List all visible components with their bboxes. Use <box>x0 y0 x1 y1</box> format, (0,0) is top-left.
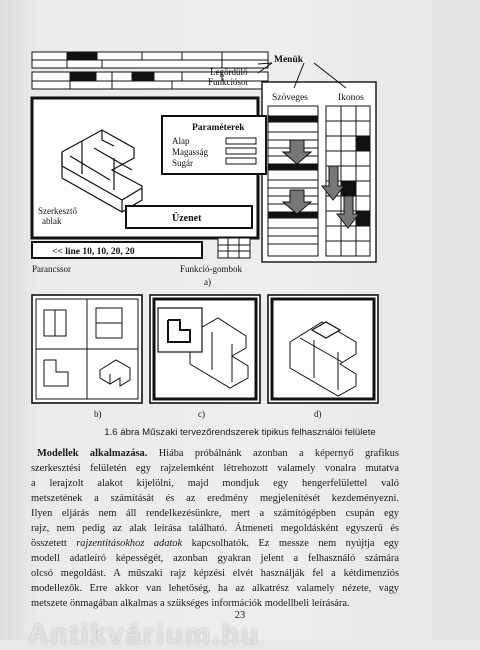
section-heading: Modellek alkalmazása. <box>37 448 148 459</box>
label-part-d: d) <box>314 409 322 419</box>
label-param-radius: Sugár <box>172 158 193 168</box>
emphasis-term: rajzentitásokhoz adatok <box>76 538 183 550</box>
body-line: rajz, nem pedig az alak leírása található. Átmeneti megoldásként egyszerű és <box>31 523 399 535</box>
label-iconic: Ikonos <box>338 93 364 103</box>
watermark: Antikvárium.hu <box>28 618 260 649</box>
textual-menu-column <box>268 106 318 256</box>
body-line: modellezők. Erre akkor van lehetőség, ha az alkatrész valamely nézete, vagy <box>31 583 399 595</box>
label-command-prompt: Parancssor <box>32 264 71 274</box>
body-line: szerkesztési felületén egy rajzelemként létrehozott valamely vonalra mutatva <box>31 463 399 475</box>
label-part-a: a) <box>204 277 211 287</box>
panel-c <box>150 295 260 403</box>
figure-caption: 1.6 ábra Műszaki tervezőrendszerek tipikus felhasználói felülete <box>104 427 376 438</box>
body-line: összetett rajzentitásokhoz adatok kapcsolhatók. Ez messze nem nyújtja egy <box>31 538 399 550</box>
body-line: Ilyen eljárás nem áll rendelkezésünkre, mert a számítógépben csupán egy <box>31 508 399 520</box>
panel-b <box>32 295 142 403</box>
body-line: a lerajzolt alakot kijelölni, majd mondjuk egy hengerfelülettel való <box>31 478 399 490</box>
label-edit-window-1: Szerkesztő <box>38 206 77 216</box>
label-part-c: c) <box>198 409 205 419</box>
body-line: metszete önmagában alkalmas a szükséges információk modellbeli leírására. <box>31 598 350 610</box>
label-message: Üzenet <box>172 213 202 224</box>
body-line: modell adatleíró képességét, azonban gyakran jelent a felhasználó számára <box>31 553 399 565</box>
label-function-buttons: Funkció-gombok <box>180 264 242 274</box>
label-pulldown: Legördülő <box>210 67 248 77</box>
body-paragraph <box>31 446 399 612</box>
iconic-menu-grid <box>322 106 370 256</box>
body-line: Modellek alkalmazása. Hiába próbálnánk azonban a képernyő grafikus <box>37 448 399 459</box>
label-part-b: b) <box>94 409 102 419</box>
body-line: olcsó megoldást. A műszaki rajz képzési elvét használják fel a kétdimenziós <box>31 568 399 580</box>
label-parameters: Paraméterek <box>192 123 245 133</box>
body-line: metszetének a számítását és az eredmény megjelenítését kezdeményezni. <box>31 493 399 505</box>
label-command-line: << line 10, 10, 20, 20 <box>52 247 135 257</box>
panel-d <box>268 295 378 403</box>
label-textual: Szöveges <box>272 93 308 103</box>
function-buttons <box>218 238 250 258</box>
label-param-height: Magasság <box>172 147 208 157</box>
ui-figure <box>22 40 462 425</box>
pulldown-menu-bar <box>32 52 268 68</box>
page-number: 23 <box>234 610 246 621</box>
label-param-base: Alap <box>172 136 190 146</box>
label-function-bar: Funkciósor <box>208 77 249 87</box>
label-edit-window-2: ablak <box>42 216 62 226</box>
label-menus: Menük <box>274 55 304 65</box>
